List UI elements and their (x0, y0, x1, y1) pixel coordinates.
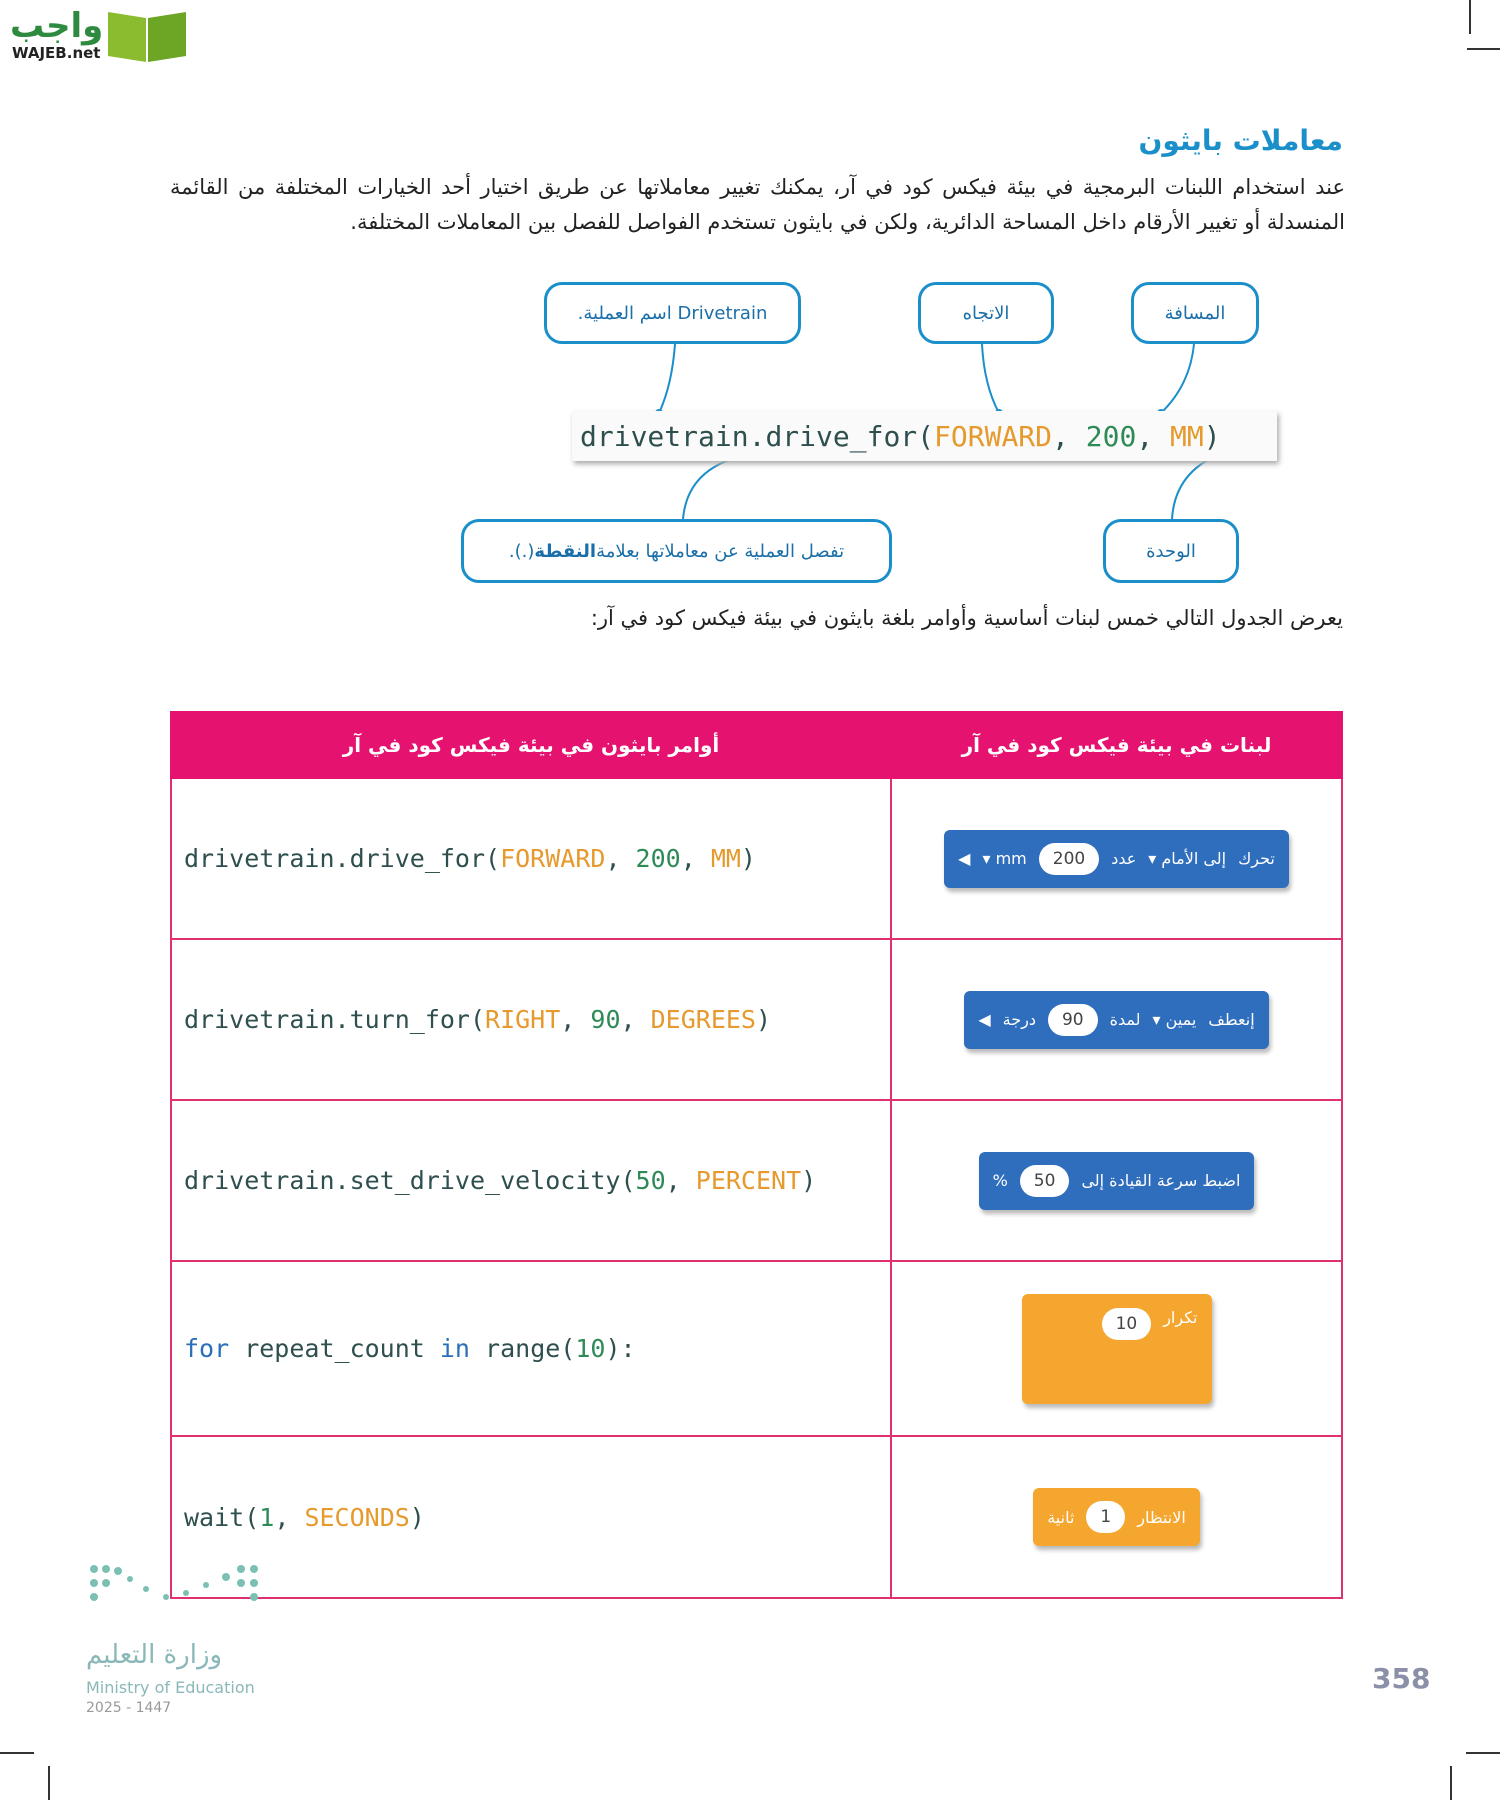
block-number-input[interactable]: 10 (1102, 1308, 1152, 1340)
code-token: , (605, 844, 636, 873)
table-row (171, 1100, 1342, 1261)
block-label: اضبط سرعة القيادة إلى (1081, 1171, 1241, 1190)
code-token: 90 (590, 1005, 621, 1034)
table-row (171, 778, 1342, 939)
blocks-table (170, 711, 1343, 1599)
code-token: , (560, 1005, 591, 1034)
code-token: 50 (635, 1166, 666, 1195)
block-cell (891, 778, 1342, 939)
code-object: drivetrain (580, 419, 749, 453)
code-token: 200 (635, 844, 681, 873)
wajeb-logo: واجب (10, 6, 104, 46)
code-sep: , (1136, 419, 1171, 453)
block-label: الانتظار (1137, 1507, 1186, 1527)
code-token: MM (710, 844, 741, 873)
block-label: إلى الأمام ▾ (1148, 849, 1227, 868)
block-number-input[interactable]: 50 (1020, 1165, 1070, 1197)
code-token: ): (605, 1334, 636, 1363)
table-row (171, 939, 1342, 1100)
crop-mark (1466, 1752, 1500, 1754)
code-token: in (439, 1334, 470, 1363)
callout-operation-name: Drivetrain اسم العملية. (544, 282, 801, 344)
code-token: repeat_count (229, 1334, 440, 1363)
callout-distance: المسافة (1131, 282, 1259, 344)
code-token: 10 (575, 1334, 606, 1363)
block-cell (891, 1436, 1342, 1598)
code-token: PERCENT (695, 1166, 802, 1195)
code-token: 1 (259, 1502, 275, 1532)
ministry-year: 2025 - 1447 (86, 1700, 172, 1716)
block-label: درجة (1002, 1010, 1036, 1029)
callout-dot-separator (461, 519, 892, 583)
block-label: ◀ (958, 849, 971, 868)
block-label: ثانية (1047, 1507, 1075, 1527)
code-block[interactable] (1033, 1488, 1200, 1546)
python-code (171, 778, 891, 939)
python-code (171, 1261, 891, 1436)
code-end: ) (1203, 419, 1221, 453)
callout-unit: الوحدة (1103, 519, 1239, 583)
table-row (171, 1261, 1342, 1436)
callout-direction: الاتجاه (918, 282, 1054, 344)
table-intro: يعرض الجدول التالي خمس لبنات أساسية وأوامر بلغة بايثون في بيئة فيكس كود في آر: (590, 606, 1343, 630)
code-token: FORWARD (500, 844, 606, 873)
header-python: أوامر بايثون في بيئة فيكس كود في آر (171, 712, 891, 778)
block-number-input[interactable]: 200 (1039, 843, 1099, 875)
block-label: تكرار (1163, 1307, 1198, 1327)
block-label: عدد (1111, 849, 1137, 868)
code-block[interactable] (1022, 1294, 1212, 1404)
code-token: ) (755, 1005, 772, 1034)
code-token: drivetrain.turn_for( (184, 1005, 486, 1034)
code-sep: , (1052, 419, 1086, 453)
code-arg-unit: MM (1170, 419, 1204, 453)
block-number-input[interactable]: 90 (1048, 1004, 1098, 1036)
code-token: RIGHT (485, 1005, 561, 1034)
code-token: wait( (184, 1502, 260, 1532)
crop-mark (1450, 1766, 1452, 1800)
block-cell (891, 1261, 1342, 1436)
code-token: drivetrain.set_drive_velocity( (184, 1166, 636, 1195)
code-example (572, 411, 1277, 461)
code-token: ) (409, 1502, 425, 1532)
code-block[interactable] (979, 1152, 1255, 1210)
code-block[interactable] (964, 991, 1268, 1049)
block-label: يمين ▾ (1152, 1010, 1197, 1029)
block-number-input[interactable]: 1 (1086, 1501, 1125, 1533)
callout-bold: النقطة (534, 540, 597, 562)
code-token: , (620, 1005, 651, 1034)
block-cell (891, 939, 1342, 1100)
code-token: ) (740, 844, 756, 873)
code-token: ) (801, 1166, 817, 1195)
code-token: , (665, 1166, 696, 1195)
table-row (171, 1436, 1342, 1598)
crop-mark (0, 1752, 34, 1754)
block-label: إنعطف (1208, 1010, 1255, 1029)
code-dot: . (748, 419, 766, 453)
callout-text: تفصل العملية عن معاملاتها بعلامة (596, 540, 845, 562)
code-token: , (680, 844, 711, 873)
code-arg-direction: FORWARD (934, 419, 1053, 453)
wajeb-logo-latin: WAJEB.net (12, 44, 101, 62)
code-block[interactable] (944, 830, 1289, 888)
code-token: range( (469, 1334, 576, 1363)
ministry-english: Ministry of Education (86, 1678, 255, 1697)
code-token: , (274, 1502, 305, 1532)
ministry-arabic: وزارة التعليم (86, 1640, 223, 1670)
page-number: 358 (1372, 1662, 1431, 1695)
block-label: تحرك (1238, 849, 1275, 868)
block-label: ◀ (978, 1010, 991, 1029)
callout-text: (.). (508, 540, 535, 562)
ministry-dots-logo (86, 1561, 270, 1621)
intro-paragraph: عند استخدام اللبنات البرمجية في بيئة فيكس كود في آر، يمكنك تغيير معاملاتها عن طريق اختيار أحد الخيارات المختلفة من القائمة المنسدلة أو تغيير الأرقام داخل المساحة الدائرية، ولكن في بايثون تستخدم الفواصل للفصل بين المعاملات المختلفة. (170, 175, 1345, 234)
block-label: لمدة (1109, 1010, 1141, 1029)
python-code (171, 939, 891, 1100)
section-title: معاملات بايثون (1138, 124, 1343, 157)
code-token: drivetrain.drive_for( (184, 844, 501, 873)
block-cell (891, 1100, 1342, 1261)
code-token: DEGREES (650, 1005, 756, 1034)
code-arg-distance: 200 (1085, 419, 1137, 453)
table-header (171, 712, 1342, 778)
code-token: for (184, 1334, 230, 1363)
python-code (171, 1436, 891, 1598)
code-function: drive_for( (765, 419, 935, 453)
block-label: % (992, 1171, 1008, 1190)
callout-connectors (0, 0, 1500, 700)
code-token: SECONDS (304, 1502, 410, 1532)
python-code (171, 1100, 891, 1261)
block-label: mm ▾ (982, 849, 1027, 868)
crop-mark (48, 1766, 50, 1800)
header-blocks: لبنات في بيئة فيكس كود في آر (891, 712, 1342, 778)
